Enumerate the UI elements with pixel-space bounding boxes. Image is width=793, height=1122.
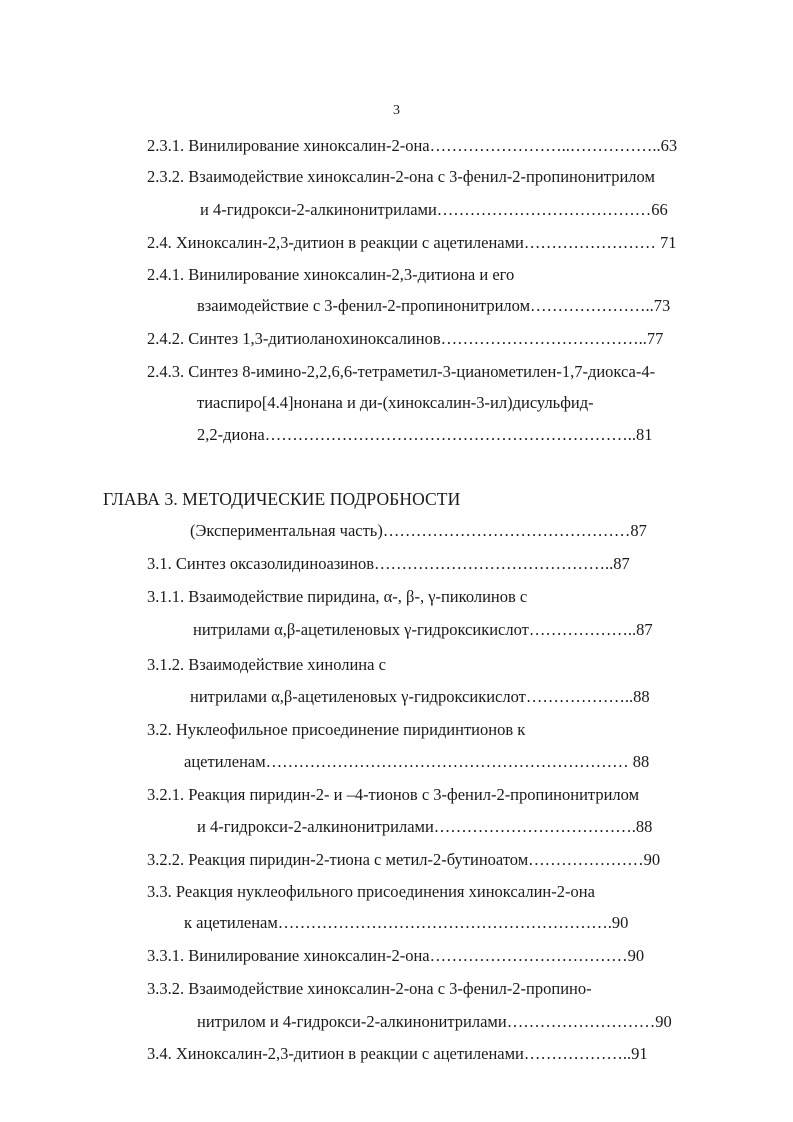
toc-entry: и 4-гидрокси-2-алкинонитрилами…………………………………66 bbox=[200, 200, 668, 219]
toc-entry: нитрилами α,β-ацетиленовых γ-гидроксикислот………………..87 bbox=[193, 620, 653, 639]
toc-entry: 3.4. Хиноксалин-2,3-дитион в реакции с ацетиленами………………..91 bbox=[147, 1044, 648, 1063]
toc-entry: к ацетиленам…………………………………………………….90 bbox=[184, 913, 629, 932]
toc-entry: 2.4.3. Синтез 8-имино-2,2,6,6-тетраметил-3-цианометилен-1,7-диокса-4- bbox=[147, 362, 656, 381]
toc-entry: 2,2-диона…………………………………………………………..81 bbox=[197, 425, 653, 444]
chapter-heading: ГЛАВА 3. МЕТОДИЧЕСКИЕ ПОДРОБНОСТИ bbox=[103, 489, 461, 509]
toc-entry: нитрилами α,β-ацетиленовых γ-гидроксикислот………………..88 bbox=[190, 687, 650, 706]
toc-entry: 3.3.1. Винилирование хиноксалин-2-она………………………………90 bbox=[147, 946, 645, 965]
toc-entry: 3.1.1. Взаимодействие пиридина, α-, β-, γ-пиколинов с bbox=[147, 587, 528, 606]
toc-entry: 3.2.1. Реакция пиридин-2- и –4-тионов с 3-фенил-2-пропинонитрилом bbox=[147, 785, 640, 804]
toc-entry: тиаспиро[4.4]нонана и ди-(хиноксалин-3-ил)дисульфид- bbox=[197, 393, 594, 412]
toc-entry: 2.3.1. Винилирование хиноксалин-2-она……………………..……………..63 bbox=[147, 136, 678, 155]
page-number: 3 bbox=[393, 103, 400, 118]
toc-entry: 3.1. Синтез оксазолидиноазинов……………………………………..87 bbox=[147, 554, 630, 573]
toc-entry: ацетиленам………………………………………………………… 88 bbox=[184, 752, 650, 771]
toc-entry: 2.3.2. Взаимодействие хиноксалин-2-она с 3-фенил-2-пропинонитрилом bbox=[147, 167, 655, 186]
toc-entry: (Экспериментальная часть)………………………………………87 bbox=[190, 521, 647, 540]
toc-entry: нитрилом и 4-гидрокси-2-алкинонитрилами………………………90 bbox=[197, 1012, 672, 1031]
toc-entry: 2.4.1. Винилирование хиноксалин-2,3-дитиона и его bbox=[147, 265, 515, 284]
toc-entry: 3.1.2. Взаимодействие хинолина с bbox=[147, 655, 386, 674]
toc-entry: 3.2.2. Реакция пиридин-2-тиона с метил-2-бутиноатом…………………90 bbox=[147, 850, 661, 869]
toc-entry: 3.2. Нуклеофильное присоединение пиридинтионов к bbox=[147, 720, 526, 739]
toc-entry: 2.4.2. Синтез 1,3-дитиоланохиноксалинов………………………………..77 bbox=[147, 329, 664, 348]
toc-entry: 2.4. Хиноксалин-2,3-дитион в реакции с ацетиленами…………………… 71 bbox=[147, 233, 677, 252]
toc-entry: 3.3. Реакция нуклеофильного присоединения хиноксалин-2-она bbox=[147, 882, 595, 901]
toc-entry: взаимодействие с 3-фенил-2-пропинонитрилом…………………..73 bbox=[197, 296, 671, 315]
toc-entry: 3.3.2. Взаимодействие хиноксалин-2-она с 3-фенил-2-пропино- bbox=[147, 979, 592, 998]
toc-entry: и 4-гидрокси-2-алкинонитрилами……………………………….88 bbox=[197, 817, 653, 836]
